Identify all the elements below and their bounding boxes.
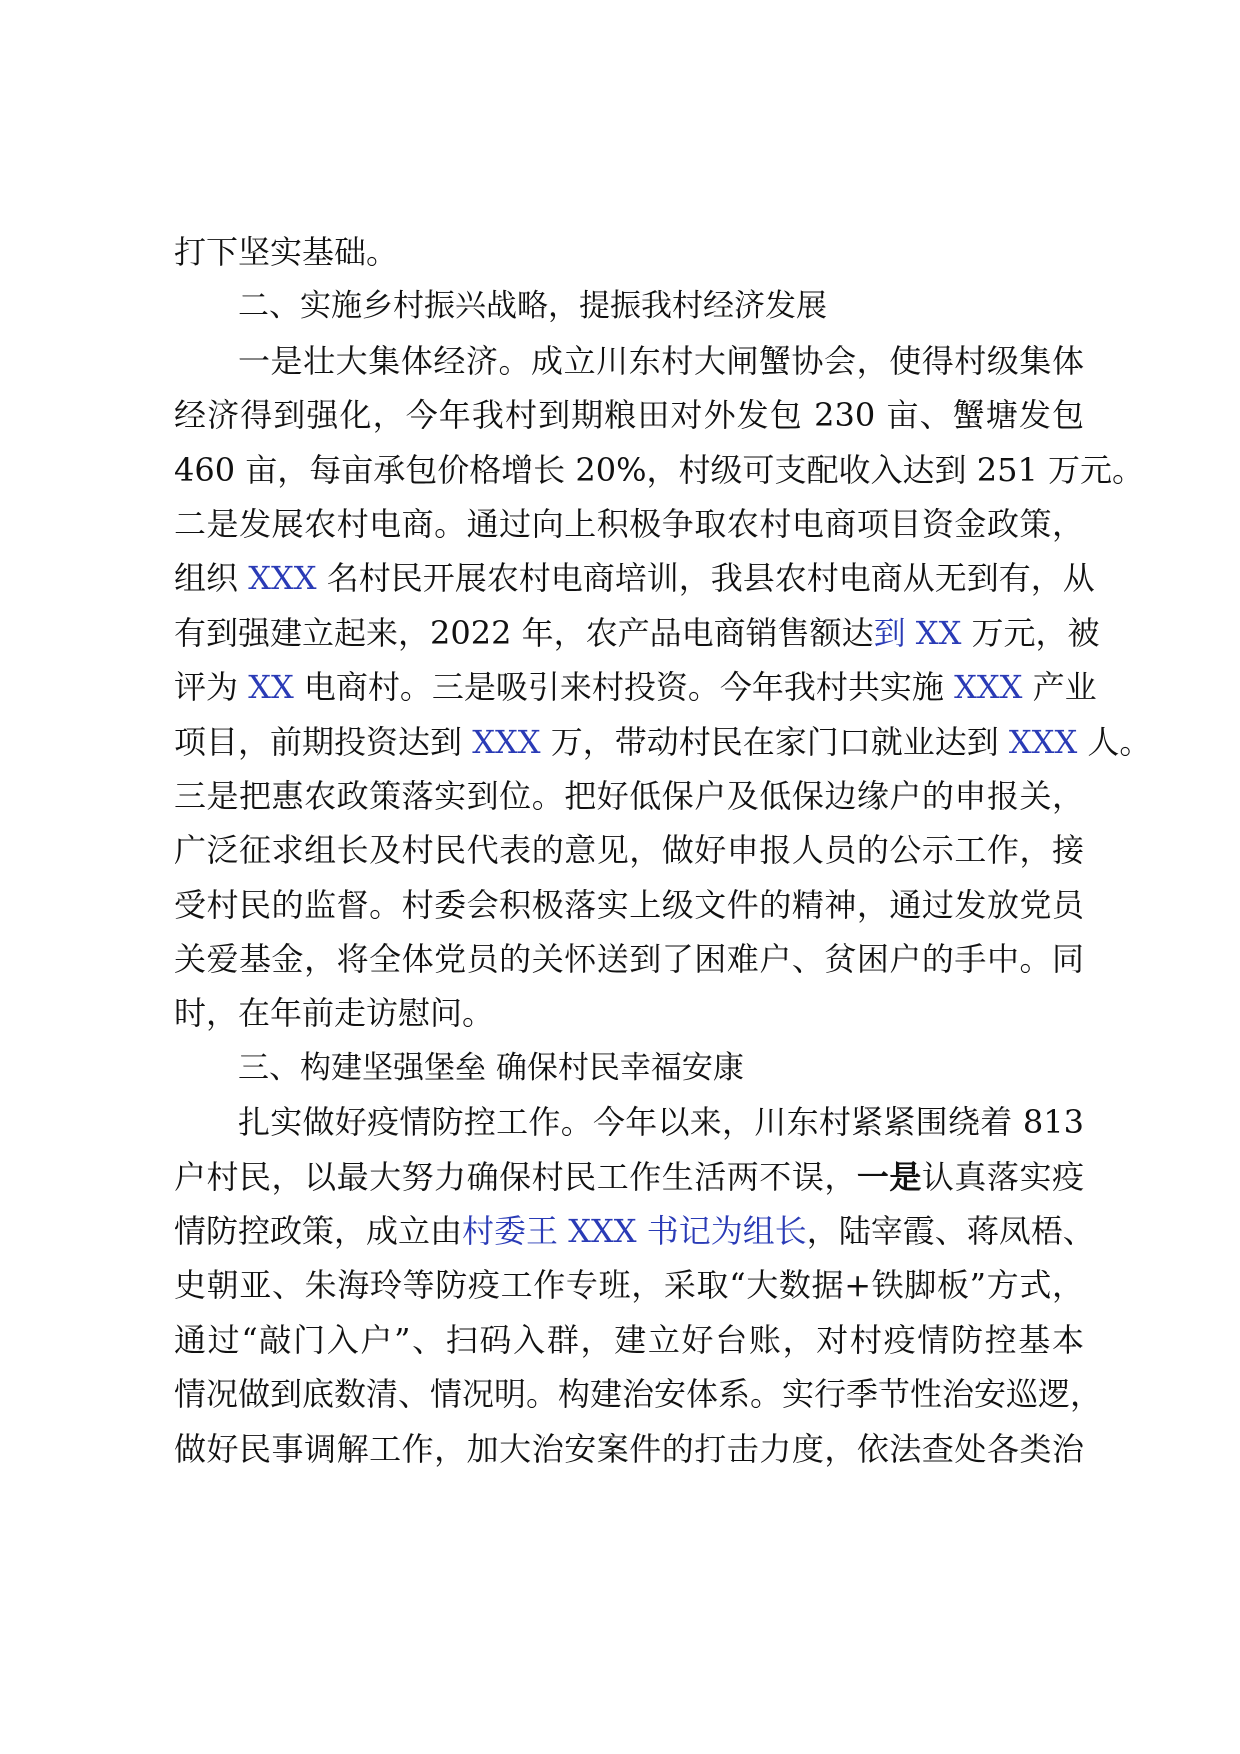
section-heading-3: 三、构建坚强堡垒 确保村民幸福安康 [238,1049,744,1086]
placeholder-text: 村委王 XXX 书记为组长 [462,1212,807,1251]
paragraph-line: 受村民的监督。村委会积极落实上级文件的精神，通过发放党员 [174,885,1084,924]
paragraph-line: 户村民，以最大努力确保村民工作生活两不误，一是认真落实疫 [174,1157,1084,1196]
placeholder-text: XXX [954,668,1023,707]
paragraph-line: 有到强建立起来，2022 年，农产品电商销售额达到 XX 万元，被 [174,613,1100,652]
placeholder-text: 到 XX [873,613,962,652]
section-heading-2: 二、实施乡村振兴战略，提振我村经济发展 [238,288,827,325]
paragraph-line: 通过“敲门入户”、扫码入群，建立好台账，对村疫情防控基本 [174,1320,1084,1359]
paragraph-line: 评为 XX 电商村。三是吸引来村投资。今年我村共实施 XXX 产业 [174,668,1097,707]
placeholder-text: XX [248,668,294,707]
paragraph-line: 做好民事调解工作，加大治安案件的打击力度，依法查处各类治 [174,1429,1084,1468]
placeholder-text: XXX [1008,722,1078,761]
paragraph-line: 关爱基金，将全体党员的关怀送到了困难户、贫困户的手中。同 [174,940,1084,979]
placeholder-text: XXX [248,559,317,598]
placeholder-text: XXX [472,722,541,761]
paragraph-line: 三是把惠农政策落实到位。把好低保户及低保边缘户的申报关， [174,776,1084,815]
paragraph-line: 打下坚实基础。 [174,233,399,271]
paragraph-line: 扎实做好疫情防控工作。今年以来，川东村紧紧围绕着 813 [238,1103,1084,1142]
paragraph-line: 情况做到底数清、情况明。构建治安体系。实行季节性治安巡逻， [174,1375,1103,1414]
paragraph-line: 广泛征求组长及村民代表的意见，做好申报人员的公示工作，接 [174,831,1084,870]
bold-text: 一是 [856,1157,922,1196]
paragraph-line: 史朝亚、朱海玲等防疫工作专班，采取“大数据+铁脚板”方式， [174,1266,1084,1305]
paragraph-line: 460 亩，每亩承包价格增长 20%，村级可支配收入达到 251 万元。 [174,450,1144,489]
paragraph-line: 一是壮大集体经济。成立川东村大闸蟹协会，使得村级集体 [238,341,1084,380]
paragraph-line: 项目，前期投资达到 XXX 万，带动村民在家门口就业达到 XXX 人。 [174,722,1152,761]
paragraph-line: 经济得到强化，今年我村到期粮田对外发包 230 亩、蟹塘发包 [174,396,1084,435]
paragraph-line: 组织 XXX 名村民开展农村电商培训，我县农村电商从无到有，从 [174,559,1095,598]
paragraph-line: 情防控政策，成立由村委王 XXX 书记为组长，陆宰霞、蒋凤梧、 [174,1212,1095,1251]
document-body [174,225,1152,1476]
paragraph-line: 时，在年前走访慰问。 [174,994,495,1033]
paragraph-line: 二是发展农村电商。通过向上积极争取农村电商项目资金政策， [174,504,1084,543]
